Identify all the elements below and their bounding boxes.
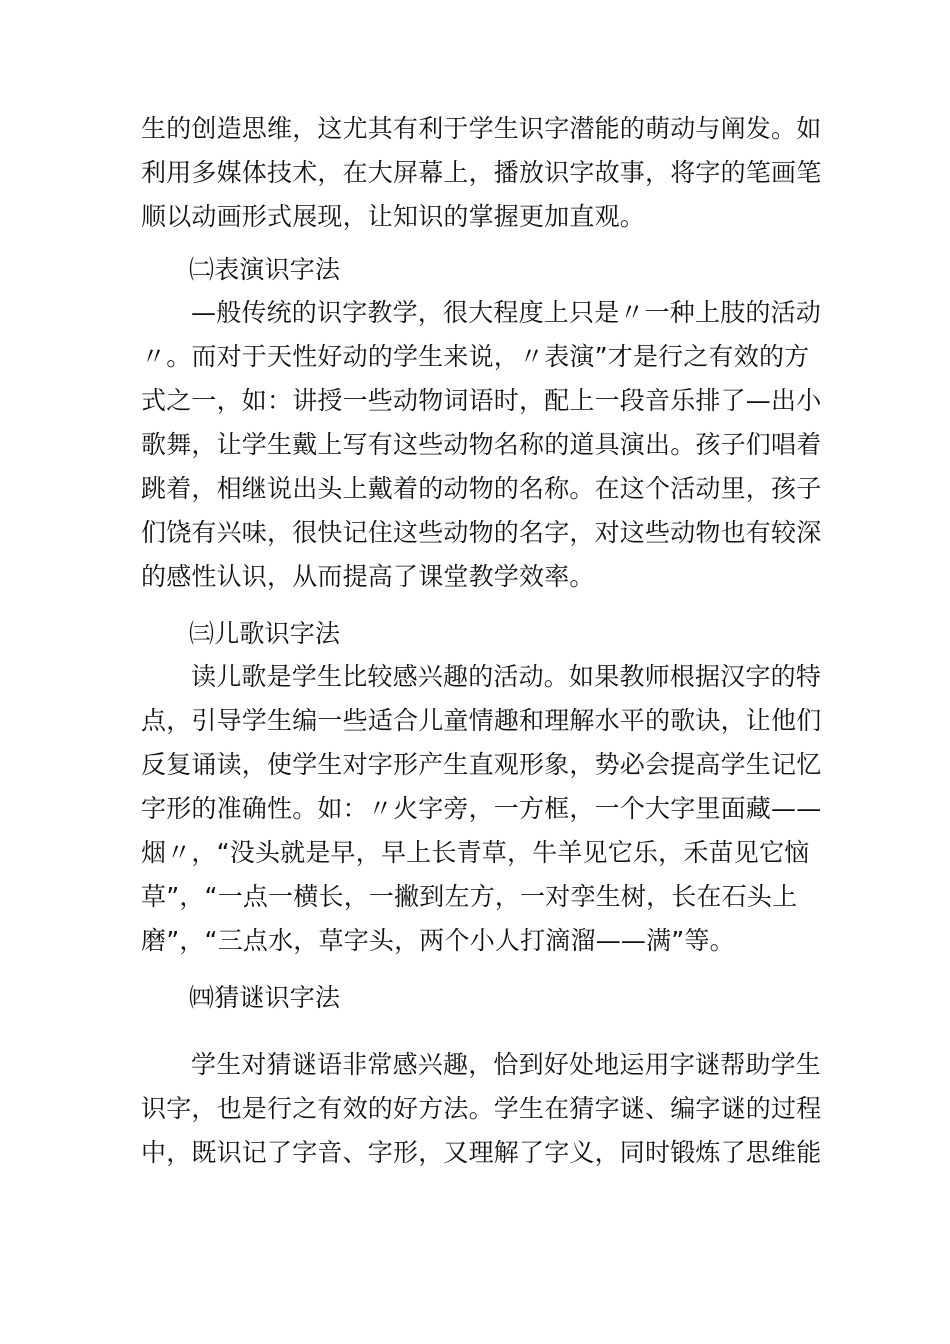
paragraph-line: 点，引导学生编一些适合儿童情趣和理解水平的歌诀，让他们: [141, 706, 822, 735]
paragraph-line: 读儿歌是学生比较感兴趣的活动。如果教师根据汉字的特: [191, 662, 822, 691]
paragraph-line: 〃。而对于天性好动的学生来说，〃表演”才是行之有效的方: [141, 342, 810, 371]
paragraph-line: 歌舞，让学生戴上写有这些动物名称的道具演出。孩子们唱着: [141, 430, 822, 459]
paragraph-line: 们饶有兴味，很快记住这些动物的名字，对这些动物也有较深: [141, 518, 822, 547]
paragraph-line: 识字，也是行之有效的好方法。学生在猜字谜、编字谜的过程: [141, 1094, 822, 1123]
paragraph-line: 反复诵读，使学生对字形产生直观形象，势必会提高学生记忆: [141, 750, 822, 779]
paragraph-line: 的感性认识，从而提高了课堂教学效率。: [141, 562, 595, 591]
paragraph-line: 生的创造思维，这尤其有利于学生识字潜能的萌动与阐发。如: [141, 114, 822, 143]
paragraph-line: 式之一，如：讲授一些动物词语时，配上一段音乐排了—出小: [141, 386, 822, 415]
paragraph-line: 磨”，“三点水，草字头，两个小人打滴溜——满”等。: [141, 926, 735, 955]
paragraph-line: —般传统的识字教学，很大程度上只是〃一种上肢的活动: [191, 298, 822, 327]
paragraph-line: 草”，“一点一横长，一撇到左方，一对孪生树，长在石头上: [141, 882, 798, 911]
paragraph-line: 学生对猜谜语非常感兴趣，恰到好处地运用字谜帮助学生: [191, 1050, 822, 1079]
paragraph-line: 跳着，相继说出头上戴着的动物的名称。在这个活动里，孩子: [141, 474, 822, 503]
paragraph-line: 利用多媒体技术，在大屏幕上，播放识字故事，将字的笔画笔: [141, 158, 822, 187]
paragraph-line: 顺以动画形式展现，让知识的掌握更加直观。: [141, 202, 646, 231]
section-heading: ㈣猜谜识字法: [189, 983, 341, 1012]
paragraph-line: 字形的准确性。如：〃火字旁，一方框，一个大字里面藏——: [141, 794, 822, 823]
section-heading: ㈢儿歌识字法: [189, 619, 341, 648]
section-heading: ㈡表演识字法: [189, 255, 341, 284]
paragraph-line: 中，既识记了字音、字形，又理解了字义，同时锻炼了思维能: [141, 1138, 822, 1167]
paragraph-line: 烟〃，“没头就是早，早上长青草，牛羊见它乐，禾苗见它恼: [141, 838, 810, 867]
